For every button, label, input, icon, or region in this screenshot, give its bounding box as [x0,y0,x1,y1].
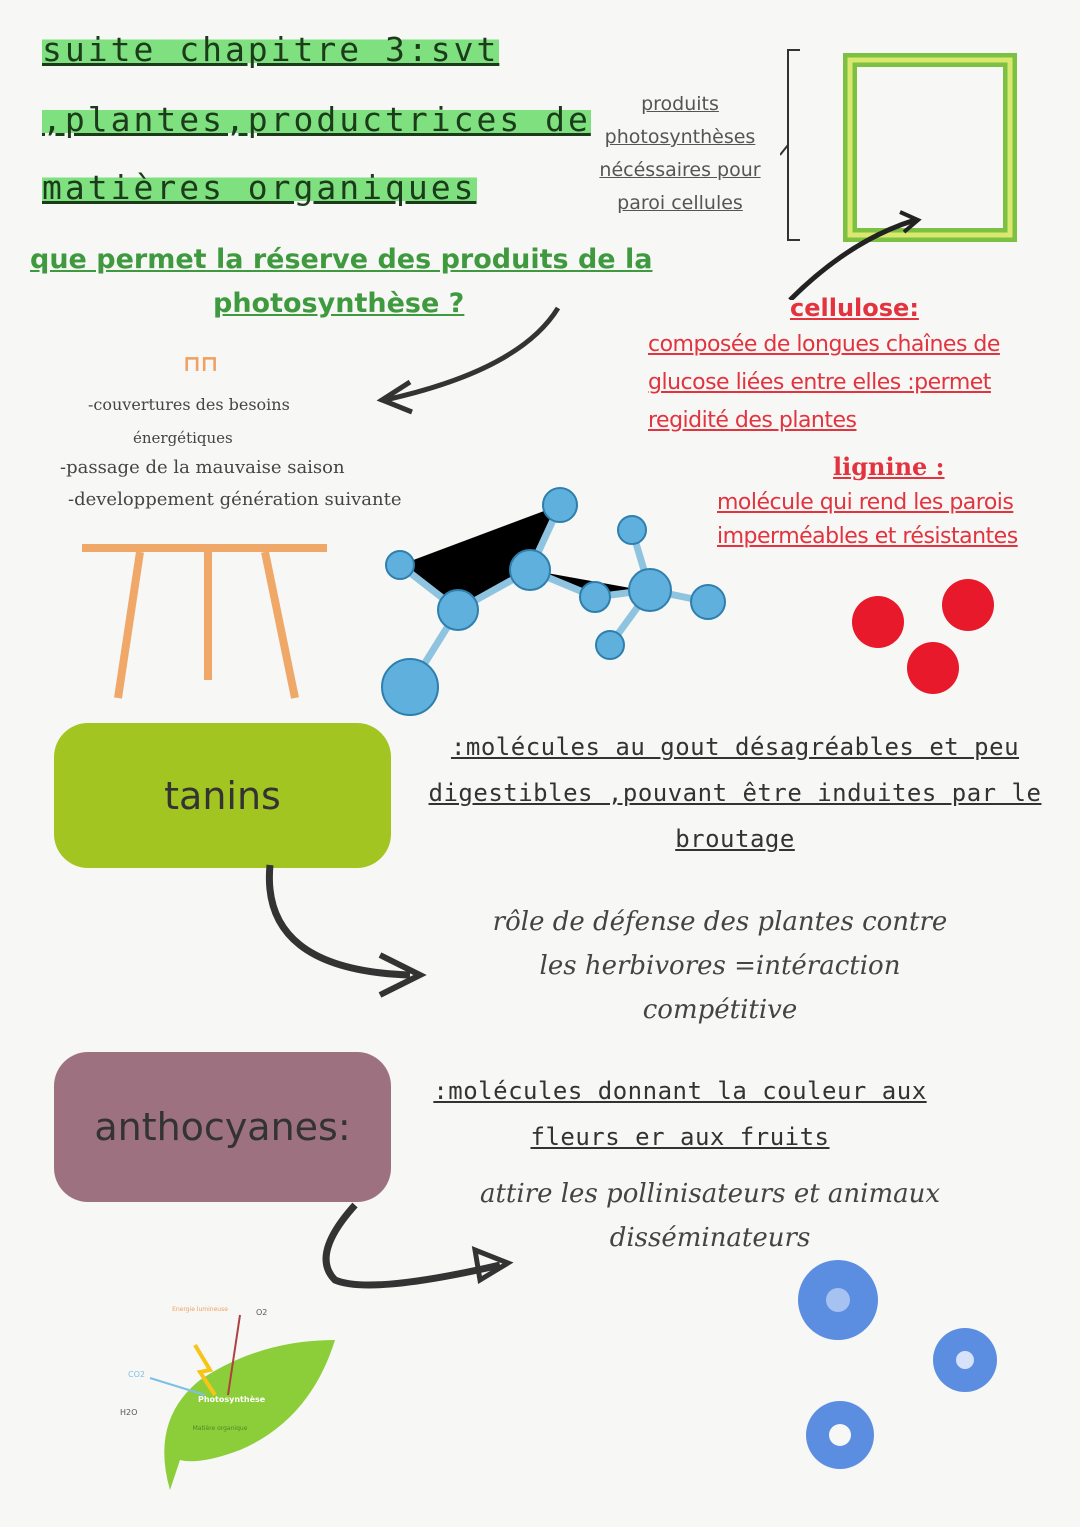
title-line-3: matières organiques [42,168,477,207]
text-line: les herbivores =intéraction [539,951,901,981]
tanins-role [420,900,1020,1032]
tanins-box [54,723,391,868]
arrow-icon [250,860,440,1010]
lignine-heading: lignine : [833,452,945,481]
text-line: broutage [675,825,795,853]
anthocyanes-desc [400,1068,960,1160]
text-line: regidité des plantes [648,408,857,433]
role-line: -couvertures des besoins [88,395,290,414]
text-line: imperméables et résistantes [717,524,1018,549]
anthocyanes-box [54,1052,391,1202]
text-line: fleurs er aux fruits [530,1123,830,1151]
question-line-2: photosynthèse ? [213,288,465,319]
organic-matter-label: Matière organique [192,1425,248,1432]
o2-label: O2 [256,1308,268,1317]
energy-label: Energie lumineuse [172,1306,228,1313]
photosynthesis-label: Photosynthèse [198,1395,266,1404]
anthocyanes-role [410,1172,1010,1260]
text-line: glucose liées entre elles :permet [648,370,991,395]
tanins-desc [405,724,1065,862]
role-line: -passage de la mauvaise saison [60,457,345,478]
red-berries-icon [840,570,1010,700]
question-line-1: que permet la réserve des produits de la [30,244,653,275]
table-mini-icon: ⊓⊓ [183,352,219,377]
text-line: digestibles ,pouvant être induites par le [428,779,1042,807]
cell-note [585,88,775,220]
note-line: paroi cellules [617,192,743,214]
molecule-icon [370,480,740,720]
tanins-label: tanins [164,773,281,818]
arrow-icon [370,300,570,420]
photosynthesis-leaf-diagram [110,1300,350,1500]
text-line: disséminateurs [609,1223,811,1253]
anthocyanes-label: anthocyanes: [94,1105,351,1149]
role-line: énergétiques [133,429,233,447]
note-line: produits [641,93,719,115]
note-line: photosynthèses [604,126,756,148]
cellulose-heading: cellulose: [790,294,919,322]
text-line: rôle de défense des plantes contre [492,907,948,937]
role-line: -developpement génération suivante [68,489,402,510]
text-line: composée de longues chaînes de [648,332,1000,357]
blue-flowers-icon [780,1260,1020,1500]
h2o-label: H2O [120,1408,138,1417]
text-line: molécule qui rend les parois [717,490,1014,515]
text-line: :molécules au gout désagréables et peu [450,733,1020,761]
cellulose-text [648,326,1000,440]
title-line-2: ,plantes,productrices de [42,100,591,139]
title-line-1: suite chapitre 3:svt [42,30,500,69]
lignine-text [717,486,1018,554]
note-line: nécéssaires pour [599,159,761,181]
text-line: compétitive [642,995,798,1025]
text-line: attire les pollinisateurs et animaux [479,1179,941,1209]
table-icon [80,540,330,700]
plant-cell-icon [780,40,1050,300]
co2-label: CO2 [128,1370,145,1379]
text-line: :molécules donnant la couleur aux [433,1077,927,1105]
